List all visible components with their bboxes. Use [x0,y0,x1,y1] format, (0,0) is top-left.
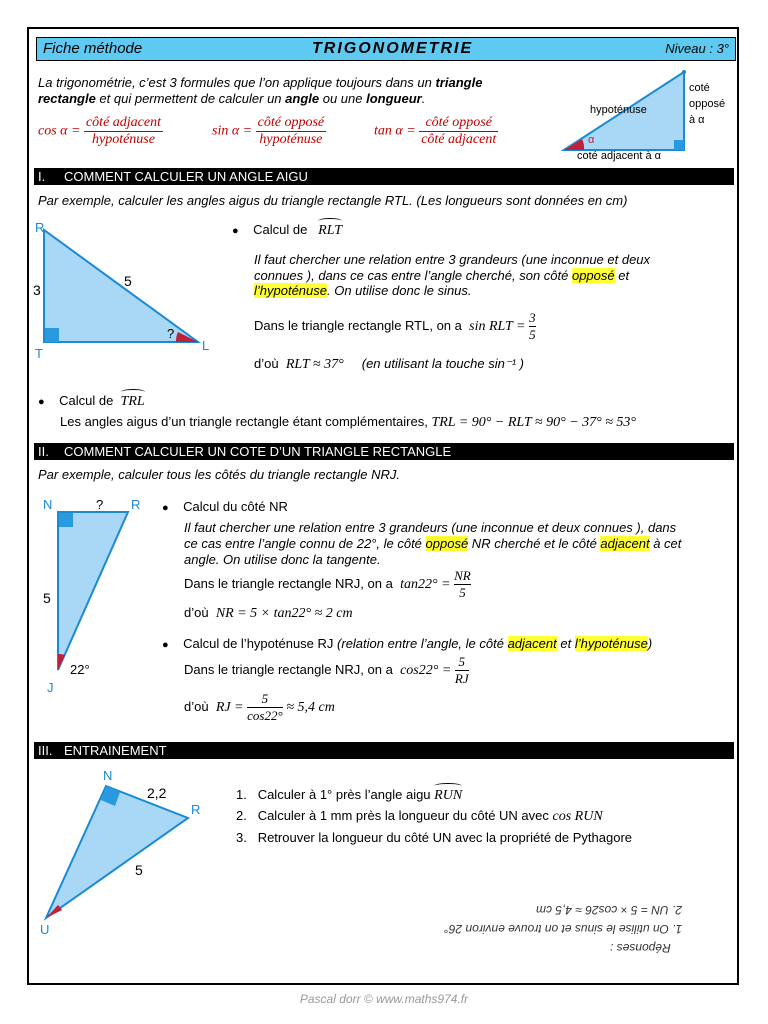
answer-1: 1. On utilise le sinus et on trouve environ 26° [444,922,683,936]
page-header [36,37,736,61]
sec1-result: d’où RLT ≈ 37° (en utilisant la touche sin⁻¹ ) [254,356,524,372]
header-level: Niveau : 3° [665,41,729,56]
vertex-u: U [40,922,50,937]
vertex-r2: R [131,497,141,512]
vertex-l: L [202,338,210,353]
unknown-angle-label: ? [167,326,175,341]
right-angle-marker [674,140,684,150]
sec1-para-line3: l’hypoténuse. On utilise donc le sinus. [254,283,472,298]
alpha-label: α [588,134,595,146]
section-2-header: II. COMMENT CALCULER UN COTE D’UN TRIANGLE RECTANGLE [34,443,734,460]
vertex-t: T [35,346,43,361]
sec2-nr-result: d’où NR = 5 × tan22° ≈ 2 cm [184,605,353,621]
exercise-item-1: 1. Calculer à 1° près l’angle aigu RUN [236,787,463,803]
intro-line-2: rectangle et qui permettent de calculer un angle ou une longueur. [38,91,426,106]
vertex-n3: N [103,768,113,783]
sec1-para-line2: connues ), dans ce cas entre l’angle cherché, son côté opposé et [254,268,630,283]
bullet-calc-nr: ● Calcul du côté NR [162,499,288,514]
sec2-para-line2: ce cas entre l’angle connu de 22°, le côté opposé NR cherché et le côté adjacent à cet [184,536,682,551]
opposite-label-3: à α [689,114,705,126]
side-nj-label: 5 [43,590,51,606]
sin-formula: sin α = $\frac{\text{côté opposé}}{\text{hypoténuse}}$ [212,115,325,147]
answers-title: Réponses : [610,941,671,955]
sec2-tan-relation: Dans le triangle rectangle NRJ, on a tan22° = $\frac{NR}{5}$ [184,568,471,600]
vertex-n: N [43,497,53,512]
sec1-para-line1: Il faut chercher une relation entre 3 grandeurs (une inconnue et deux [254,252,651,267]
bullet-calc-rj: ● Calcul de l’hypoténuse RJ (relation entre l’angle, le côté adjacent et l’hypoténuse) [162,636,653,651]
vertex-j: J [47,680,54,695]
page-title: TRIGONOMETRIE [312,40,474,57]
right-angle-marker-n [59,513,73,527]
tan-formula: tan α = $\frac{\text{côté opposé}}{\text{côté adjacent}}$ [374,115,497,147]
triangle-rtl-diagram [30,218,210,358]
sec2-cos-relation: Dans le triangle rectangle NRJ, on a cos22° = $\frac{5}{RJ}$ [184,654,469,686]
exercise-item-3: 3. Retrouver la longueur du côté UN avec la propriété de Pythagore [236,830,633,845]
sec1-sin-relation: Dans le triangle rectangle RTL, on a sin RLT = $\frac{3}{5}$ [254,310,536,342]
triangle-run [46,786,188,918]
triangle-nrj [58,512,128,670]
answer-2: 2. UN = 5 × cos26 ≈ 4,5 cm [536,903,682,917]
opposite-label-2: opposé [689,98,726,110]
adjacent-label: coté adjacent à α [577,150,662,162]
exercise-item-2: 2. Calculer à 1 mm près la longueur du côté UN avec cos RUN [236,808,603,824]
intro-line-1: La trigonométrie, c’est 3 formules que l’on applique toujours dans un triangle [38,75,483,90]
angle-j-label: 22° [70,662,90,677]
section-3-header: III. ENTRAINEMENT [34,742,734,759]
triangle-run-diagram [38,770,208,940]
angle-j-marker [58,654,65,670]
side-rl-label: 5 [124,273,132,289]
section-1-intro: Par exemple, calculer les angles aigus du triangle rectangle RTL. (Les longueurs sont données en cm) [38,193,628,208]
sec2-para-line3: angle. On utilise donc la tangente. [184,552,381,567]
footer-credit: Pascal dorr © www.maths974.fr [299,992,469,1006]
bullet-calc-rlt: ● Calcul de RLT [232,222,342,238]
vertex-r: R [35,220,45,235]
triangle-nrj-diagram [40,492,150,692]
section-1-header: I. COMMENT CALCULER UN ANGLE AIGU [34,168,734,185]
side-nr-label: ? [96,497,104,512]
vertex-r3: R [191,802,201,817]
side-nr3-label: 2,2 [147,785,167,801]
section-2-intro: Par exemple, calculer tous les côtés du triangle rectangle NRJ. [38,467,401,482]
opposite-label-1: coté [689,82,710,94]
right-angle-marker-t [45,328,59,342]
sec1-complementary: Les angles aigus d’un triangle rectangle étant complémentaires, TRL = 90° − RLT ≈ 90° − 37° ≈ 53° [60,414,637,430]
sec2-para-line1: Il faut chercher une relation entre 3 grandeurs (une inconnue et deux connues ), dans [184,520,677,535]
header-sheet-type: Fiche méthode [43,40,143,57]
bullet-calc-trl: ● Calcul de TRL [38,393,145,409]
triangle-rtl [44,230,198,342]
alpha-angle-marker [564,139,584,150]
side-ru-label: 5 [135,862,143,878]
hypotenuse-label: hypoténuse [590,104,647,116]
cos-formula: cos α = $\frac{\text{côté adjacent}}{\text{hypoténuse}}$ [38,115,161,147]
sec2-rj-result: d’où RJ = $\frac{5}{\cos 22^\circ}$ ≈ 5,4 cm [184,691,335,723]
side-rt-label: 3 [33,282,41,298]
